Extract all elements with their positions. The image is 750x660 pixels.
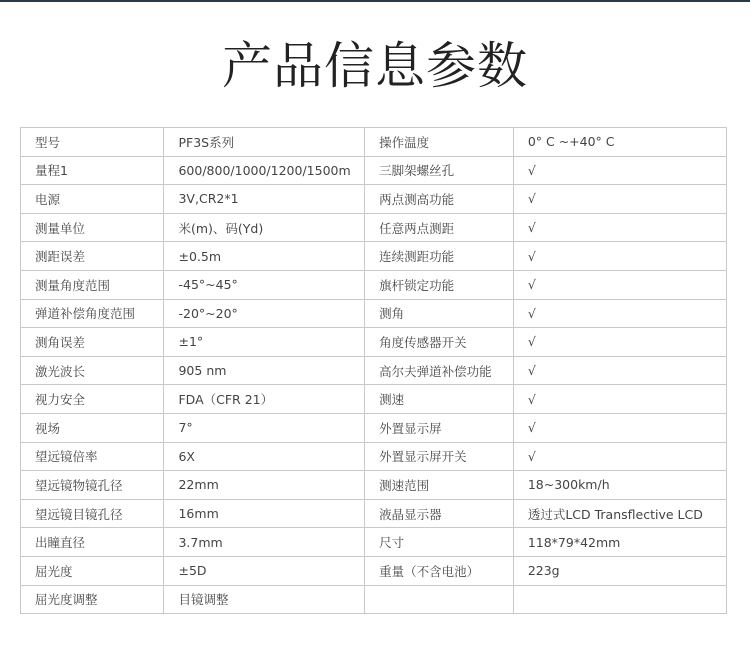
spec-value: √	[513, 356, 726, 385]
spec-label: 望远镜倍率	[21, 442, 164, 471]
spec-label: 视力安全	[21, 385, 164, 414]
spec-value: √	[513, 270, 726, 299]
spec-value: 7°	[164, 413, 365, 442]
spec-label: 屈光度	[21, 556, 164, 585]
spec-value: PF3S系列	[164, 128, 365, 157]
spec-label: 两点测高功能	[365, 185, 514, 214]
spec-label: 量程1	[21, 156, 164, 185]
spec-table-body	[21, 128, 727, 614]
spec-label: 测角误差	[21, 328, 164, 357]
spec-value: -20°~20°	[164, 299, 365, 328]
spec-label: 连续测距功能	[365, 242, 514, 271]
spec-label: 测速	[365, 385, 514, 414]
table-row	[21, 242, 727, 271]
spec-value: -45°~45°	[164, 270, 365, 299]
table-row	[21, 385, 727, 414]
spec-label: 激光波长	[21, 356, 164, 385]
spec-value: √	[513, 185, 726, 214]
top-rule	[0, 0, 750, 2]
spec-label: 测量角度范围	[21, 270, 164, 299]
spec-label: 三脚架螺丝孔	[365, 156, 514, 185]
spec-label: 角度传感器开关	[365, 328, 514, 357]
spec-value: 118*79*42mm	[513, 528, 726, 557]
table-row	[21, 499, 727, 528]
spec-value: √	[513, 442, 726, 471]
spec-label: 型号	[21, 128, 164, 157]
spec-label: 望远镜目镜孔径	[21, 499, 164, 528]
spec-label: 屈光度调整	[21, 585, 164, 614]
spec-value: 6X	[164, 442, 365, 471]
table-row	[21, 442, 727, 471]
spec-value: 3V,CR2*1	[164, 185, 365, 214]
spec-value: √	[513, 213, 726, 242]
table-row	[21, 413, 727, 442]
spec-label: 尺寸	[365, 528, 514, 557]
spec-value: 905 nm	[164, 356, 365, 385]
spec-value: 22mm	[164, 471, 365, 500]
spec-label: 液晶显示器	[365, 499, 514, 528]
spec-label: 测距误差	[21, 242, 164, 271]
spec-value: 透过式LCD Transflective LCD	[513, 499, 726, 528]
spec-value: 米(m)、码(Yd)	[164, 213, 365, 242]
spec-label: 测量单位	[21, 213, 164, 242]
table-row	[21, 128, 727, 157]
spec-value: √	[513, 242, 726, 271]
spec-label: 旗杆锁定功能	[365, 270, 514, 299]
spec-label: 高尔夫弹道补偿功能	[365, 356, 514, 385]
table-row	[21, 213, 727, 242]
spec-label: 外置显示屏开关	[365, 442, 514, 471]
spec-value: √	[513, 299, 726, 328]
spec-label: 弹道补偿角度范围	[21, 299, 164, 328]
spec-label: 出瞳直径	[21, 528, 164, 557]
table-row	[21, 528, 727, 557]
spec-value	[513, 585, 726, 614]
spec-label: 重量（不含电池）	[365, 556, 514, 585]
spec-label: 操作温度	[365, 128, 514, 157]
spec-label: 视场	[21, 413, 164, 442]
table-row	[21, 270, 727, 299]
table-row	[21, 356, 727, 385]
spec-label: 望远镜物镜孔径	[21, 471, 164, 500]
spec-value: 223g	[513, 556, 726, 585]
table-row	[21, 328, 727, 357]
spec-value: ±5D	[164, 556, 365, 585]
table-row	[21, 556, 727, 585]
spec-value: 0° C ~+40° C	[513, 128, 726, 157]
page-title: 产品信息参数	[222, 37, 528, 95]
spec-label	[365, 585, 514, 614]
spec-value: 600/800/1000/1200/1500m	[164, 156, 365, 185]
spec-table	[20, 127, 727, 614]
spec-value: √	[513, 328, 726, 357]
spec-label: 任意两点测距	[365, 213, 514, 242]
spec-label: 测角	[365, 299, 514, 328]
table-row	[21, 156, 727, 185]
spec-value: √	[513, 413, 726, 442]
spec-label: 测速范围	[365, 471, 514, 500]
table-row	[21, 299, 727, 328]
spec-label: 外置显示屏	[365, 413, 514, 442]
spec-label: 电源	[21, 185, 164, 214]
table-row	[21, 585, 727, 614]
spec-value: √	[513, 156, 726, 185]
table-row	[21, 185, 727, 214]
spec-value: 18~300km/h	[513, 471, 726, 500]
spec-value: 3.7mm	[164, 528, 365, 557]
spec-value: 目镜调整	[164, 585, 365, 614]
spec-value: ±1°	[164, 328, 365, 357]
spec-value: ±0.5m	[164, 242, 365, 271]
spec-value: √	[513, 385, 726, 414]
spec-value: 16mm	[164, 499, 365, 528]
spec-value: FDA（CFR 21）	[164, 385, 365, 414]
table-row	[21, 471, 727, 500]
